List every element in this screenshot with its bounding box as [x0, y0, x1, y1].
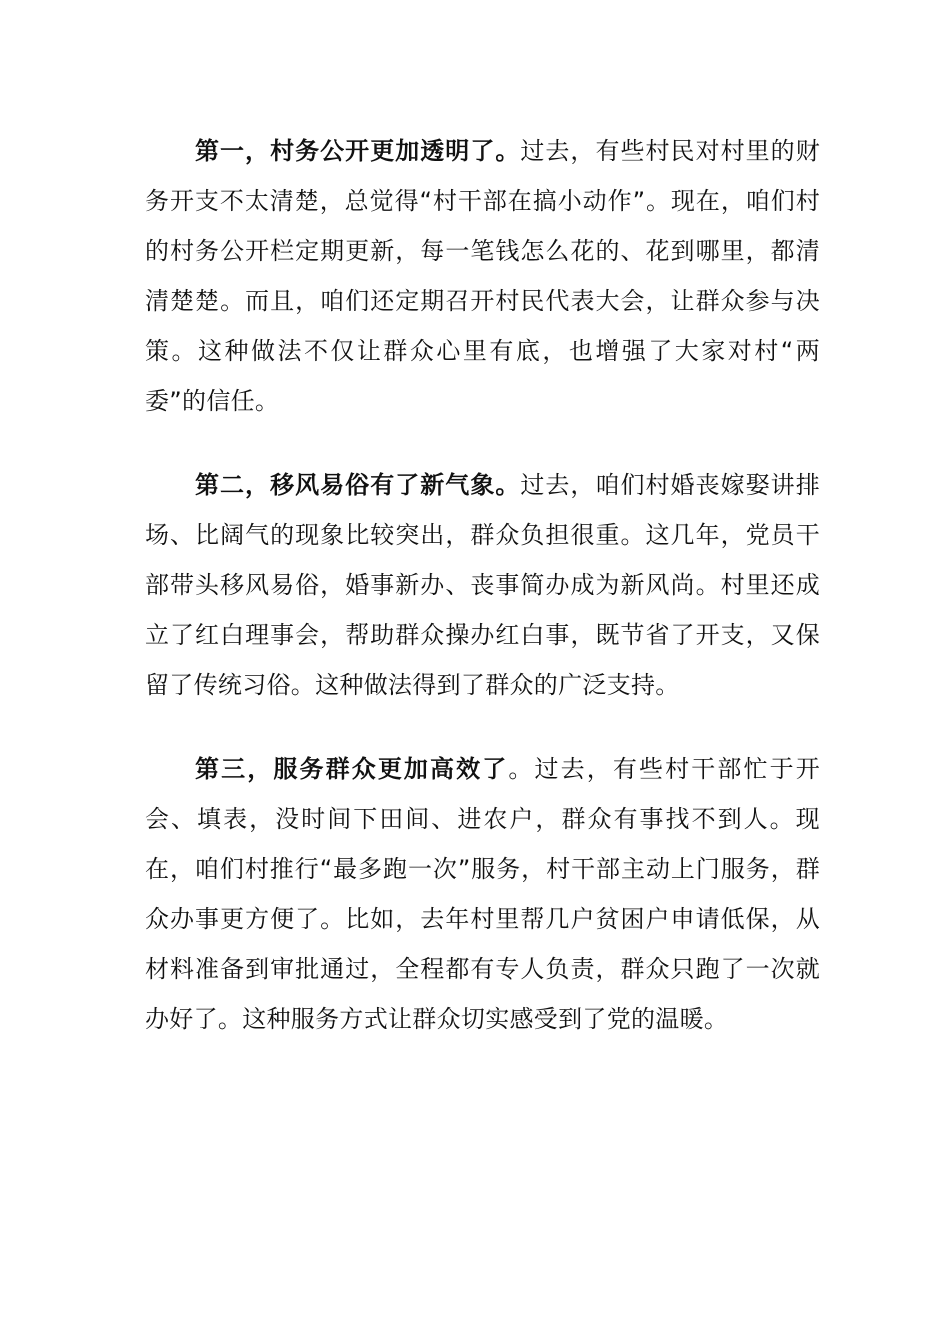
- paragraph-customs-reform: [145, 460, 820, 710]
- paragraph-lead: 第一，村务公开更加透明了。: [195, 137, 521, 165]
- paragraph-lead: 第二，移风易俗有了新气象。: [195, 471, 521, 499]
- paragraph-text: 过去，咱们村婚丧嫁娶讲排场、比阔气的现象比较突出，群众负担很重。这几年，党员干部带头移风易俗，婚事新办、丧事简办成为新风尚。村里还成立了红白理事会，帮助群众操办红白事，既节省了开支，又保留了传统习俗。这种做法得到了群众的广泛支持。: [145, 471, 820, 699]
- document-body: [145, 126, 820, 1044]
- paragraph-public-service: [145, 744, 820, 1044]
- paragraph-lead: 第三，服务群众更加高效了: [195, 755, 509, 783]
- paragraph-text: 。过去，有些村干部忙于开会、填表，没时间下田间、进农户，群众有事找不到人。现在，咱们村推行“最多跑一次”服务，村干部主动上门服务，群众办事更方便了。比如，去年村里帮几户贫困户申请低保，从材料准备到审批通过，全程都有专人负责，群众只跑了一次就办好了。这种服务方式让群众切实感受到了党的温暖。: [145, 755, 820, 1033]
- paragraph-village-affairs: [145, 126, 820, 426]
- paragraph-text: 过去，有些村民对村里的财务开支不太清楚，总觉得“村干部在搞小动作”。现在，咱们村的村务公开栏定期更新，每一笔钱怎么花的、花到哪里，都清清楚楚。而且，咱们还定期召开村民代表大会，让群众参与决策。这种做法不仅让群众心里有底，也增强了大家对村“两委”的信任。: [145, 137, 820, 415]
